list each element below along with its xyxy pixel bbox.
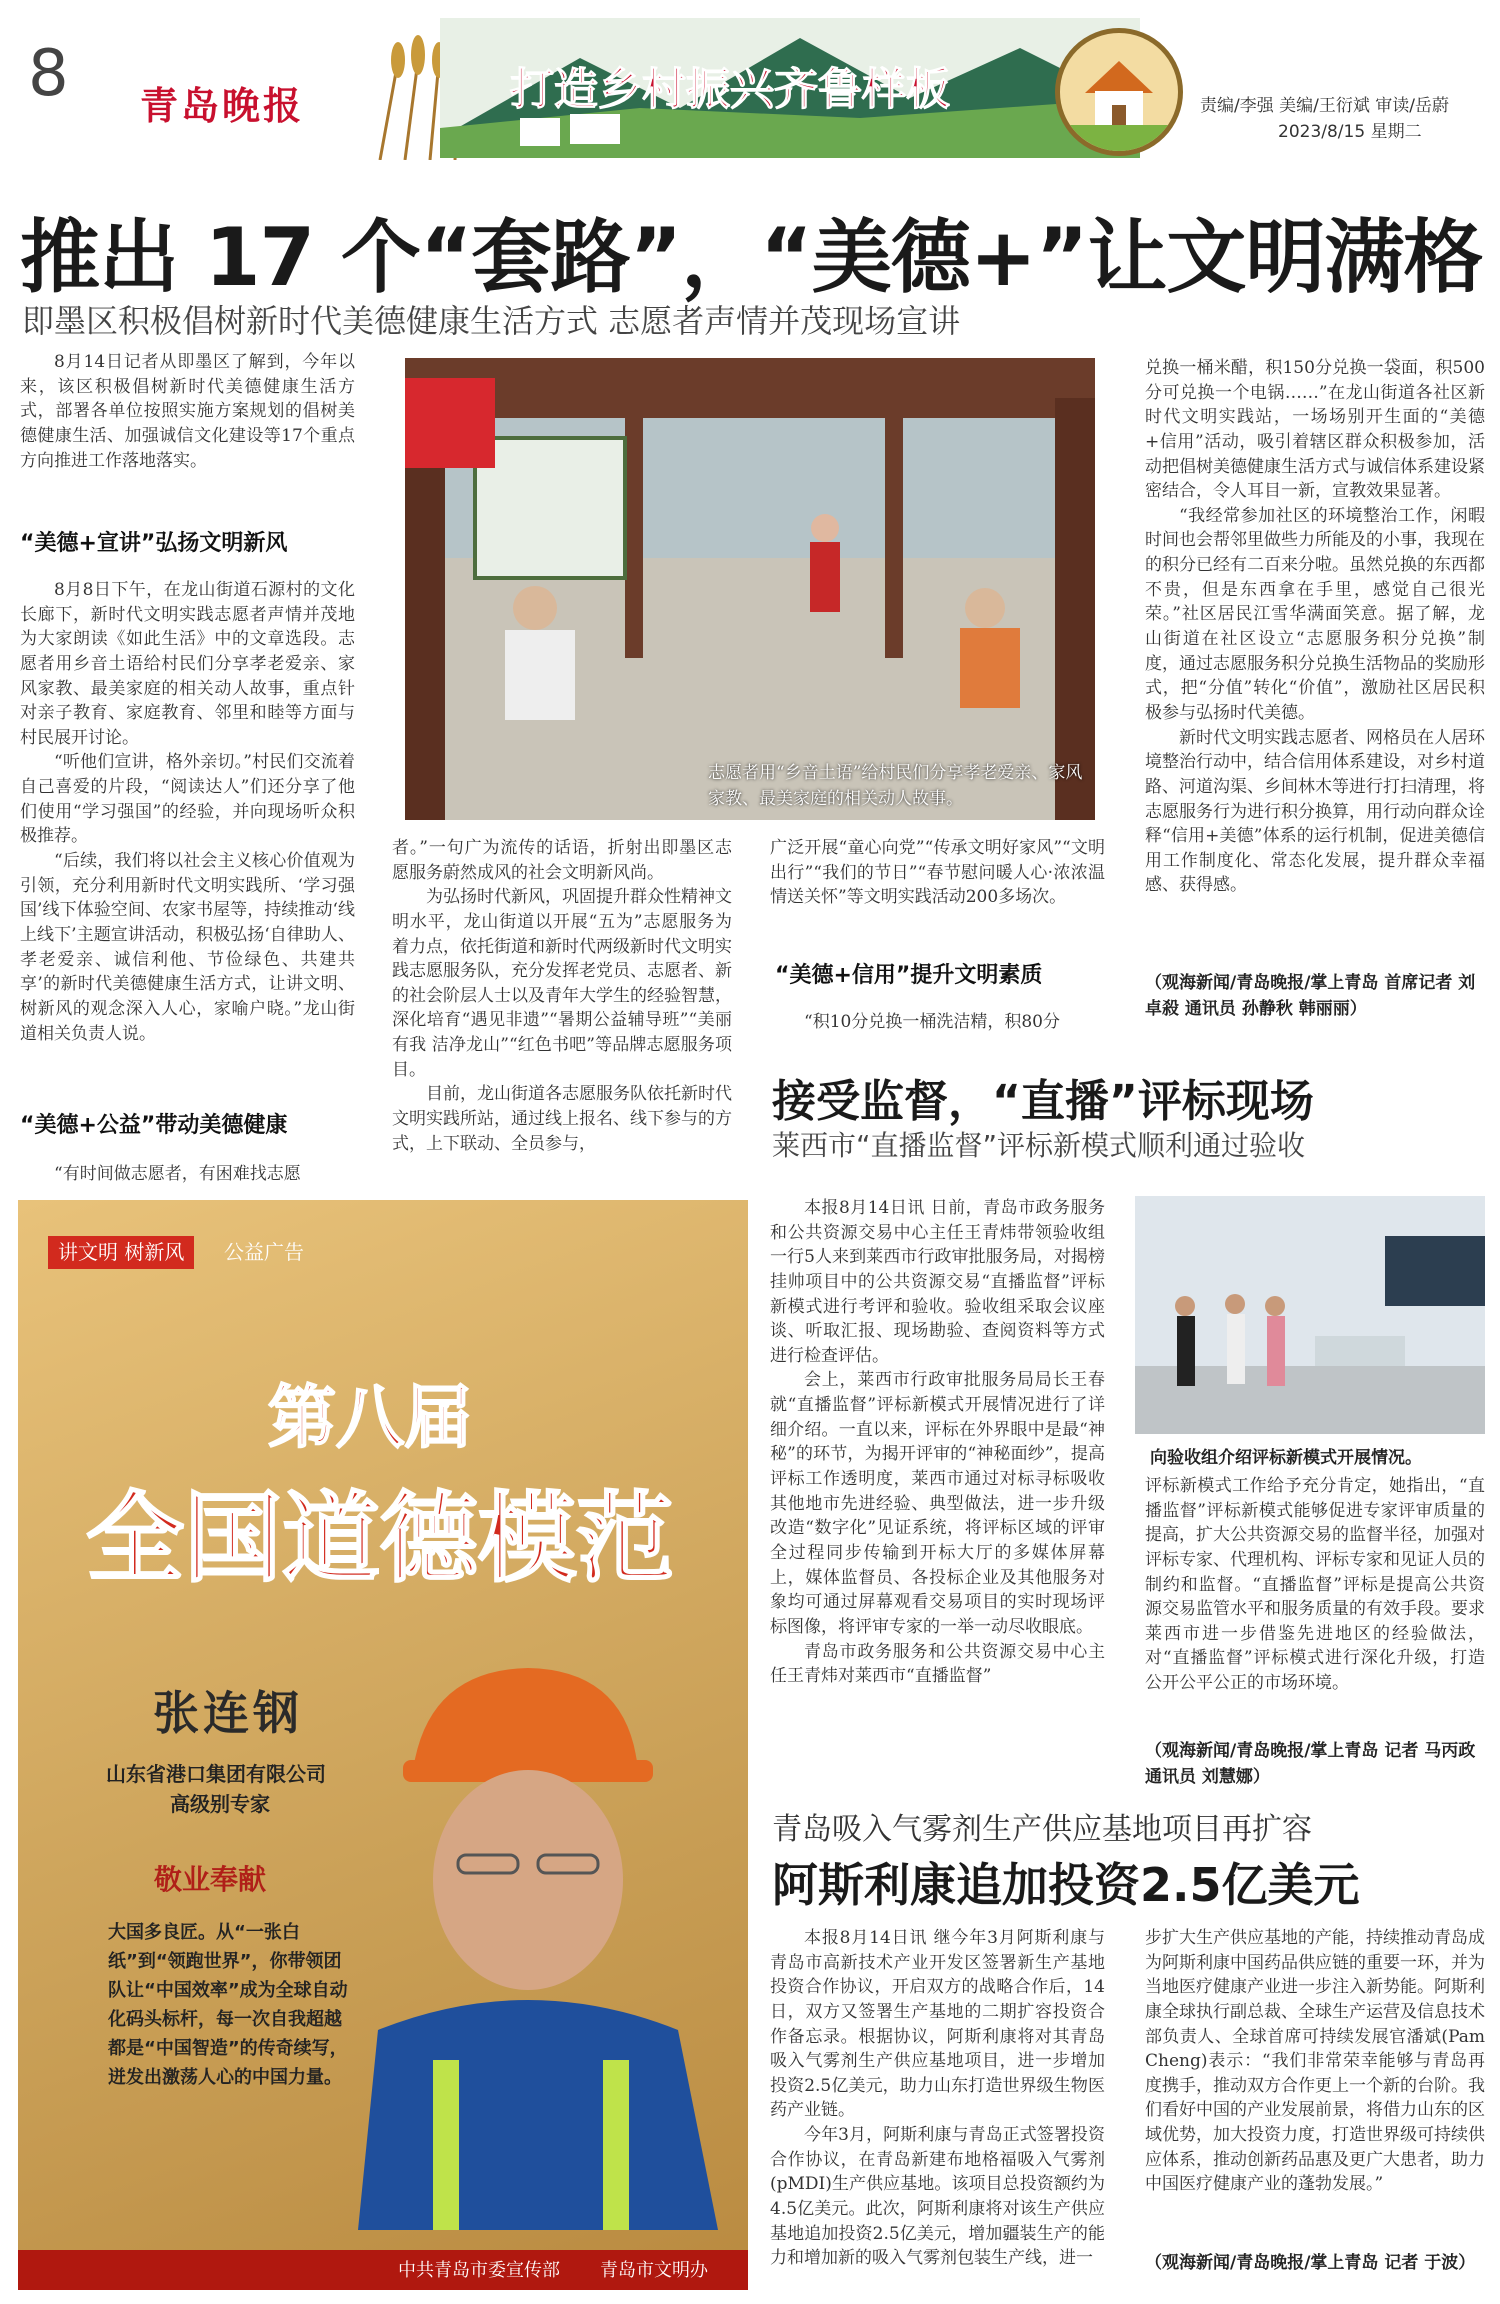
ad-org: 山东省港口集团有限公司 <box>106 1762 326 1786</box>
ad-title-2: 全国道德模范 <box>86 1482 675 1596</box>
byline-1: （观海新闻/青岛晚报/掌上青岛 首席记者 刘卓殺 通讯员 孙静秋 韩丽丽） <box>1145 973 1476 1019</box>
article3-col1: 本报8月14日讯 继今年3月阿斯利康与青岛市高新技术产业开发区签署新生产基地投资合作协议，开启双方的战略合作后，14日，双方又签署生产基地的二期扩容投资合作备忘录。根据协议，阿斯利康将对其青岛吸入气雾剂生产供应基地项目，进一步增加投资2.5亿美元，助力山东打造世界级生物医药产业链。 今年3月，阿斯利康与青岛正式签署投资合作协议，在青岛新建布地格福吸入气雾剂(pMDI)生产供应基地。该项目总投资额约为4.5亿美元。此次，阿斯利康将对该生产供应基地追加投资2.5亿美元，增加疆装生产的能力和增加新的吸入气雾剂包装生产线，进一 <box>770 1928 1105 2269</box>
subhead-xuanjiang: “美德+宣讲”弘扬文明新风 <box>20 531 288 556</box>
article1-col4: 兑换一桶米醋，积150分兑换一袋面，积500分可兑换一个电锅……”在龙山街道各社区新时代文明实践站，一场场别开生面的“美德+信用”活动，吸引着辖区群众积极参加，活动把倡树美德健康生活方式与诚信体系建设紧密结合，令人耳目一新，宣教效果显著。 “我经常参加社区的环境整治工作，闲暇时间也会帮邻里做些力所能及的小事，我现在的积分已经有二百来分啦。虽然兑换的东西都不贵，但是东西拿在手里，感觉自己很光荣。”社区居民江雪华满面笑意。据了解，龙山街道在社区设立“志愿服务积分兑换”制度，通过志愿服务积分兑换生活物品的奖励形式，把“分值”转化“价值”，激励社区居民积极参与弘扬时代美德。 新时代文明实践志愿者、网格员在人居环境整治行动中，结合信用体系建设，对乡村道路、河道沟渠、乡间林木等进行打扫清理，将志愿服务行为进行积分换算，用行动向群众诠释“信用+美德”体系的运行机制，促进美德信用工作制度化、常态化发展，提升群众幸福感、获得感。 <box>1145 358 1485 896</box>
byline-3: （观海新闻/青岛晚报/掌上青岛 记者 于波） <box>1145 2253 1476 2273</box>
article2-col1: 本报8月14日讯 日前，青岛市政务服务和公共资源交易中心主任王青炜带领验收组一行5人来到莱西市行政审批服务局，对揭榜挂帅项目中的公共资源交易“直播监督”评标新模式进行考评和验收。验收组采取会议座谈、听取汇报、现场勘验、查阅资料等方式进行检查评估。 会上，莱西市行政审批服务局局长王春就“直播监督”评标新模式开展情况进行了详细介绍。一直以来，评标在外界眼中是最“神秘”的环节，为揭开评审的“神秘面纱”，提高评标工作透明度，莱西市通过对标寻标吸收其他地市先进经验、典型做法，进一步升级改造“数字化”见证系统，将评标区域的评审全过程同步传输到开标大厅的多媒体屏幕上，媒体监督员、各投标企业及其他服务对象均可通过屏幕观看交易项目的实时现场评标图像，将评审专家的一举一动尽收眼底。 青岛市政务服务和公共资源交易中心主任王青炜对莱西市“直播监督” <box>770 1198 1105 1687</box>
house-icon <box>1055 28 1183 156</box>
article1-col2: 者。”一句广为流传的话语，折射出即墨区志愿服务蔚然成风的社会文明新风尚。 为弘扬时代新风，巩固提升群众性精神文明水平，龙山街道以开展“五为”志愿服务为着力点，依托街道和新时代两级新时代文明实践志愿服务队，充分发挥老党员、志愿者、新的社会阶层人士以及青年大学生的经验智慧，深化培育“遇见非遗”“暑期公益辅导班”“美丽有我 洁净龙山”“红色书吧”等品牌志愿服务项目。 目前，龙山街道各志愿服务队依托新时代文明实践所站，通过线上报名、线下参与的方式，上下联动、全员参与， <box>392 838 732 1154</box>
article1-col3-end: “积10分兑换一桶洗洁精，积80分 <box>804 1012 1060 1032</box>
article3-col2: 步扩大生产供应基地的产能，持续推动青岛成为阿斯利康中国药品供应链的重要一环，并为当地医疗健康产业进一步注入新势能。阿斯利康全球执行副总裁、全球生产运营及信息技术部负责人、全球首席可持续发展官潘斌(Pam Cheng)表示：“我们非常荣幸能够与青岛再度携手，推动双方合作更上一个新的台阶。我们看好中国的产业发展前景，将借力山东的区域优势，加大投资力度，打造世界级可持续供应体系，推动创新药品惠及更广大患者，助力中国医疗健康产业的蓬勃发展。” <box>1145 1928 1485 2195</box>
date: 2023/8/15 星期二 <box>1278 122 1422 142</box>
ad-title-1: 第八届 <box>268 1379 473 1458</box>
headline-3: 阿斯利康追加投资2.5亿美元 <box>772 1858 1360 1912</box>
headline-2: 接受监督，“直播”评标现场 <box>772 1076 1314 1127</box>
inspection-photo <box>1135 1196 1485 1434</box>
byline-2: （观海新闻/青岛晚报/掌上青岛 记者 马丙政 通讯员 刘慧娜） <box>1145 1741 1476 1787</box>
ad-description: 大国多良匠。从“一张白纸”到“领跑世界”，你带领团队让“中国效率”成为全球自动化码头标杆，每一次自我超越都是“中国智造”的传奇续写，迸发出激荡人心的中国力量。 <box>108 1922 348 2088</box>
ad-name: 张连钢 <box>153 1686 303 1740</box>
ad-sponsor-2: 青岛市文明办 <box>600 2260 708 2281</box>
article1-col1: 8月8日下午，在龙山街道石源村的文化长廊下，新时代文明实践志愿者声情并茂地为大家朗读《如此生活》中的文章选段。志愿者用乡音土语给村民们分享孝老爱亲、家风家教、最美家庭的相关动人故事，重点针对亲子教育、家庭教育、邻里和睦等方面与村民展开讨论。 “听他们宣讲，格外亲切。”村民们交流着自己喜爱的片段，“阅读达人”们还分享了他们使用“学习强国”的经验，并向现场听众积极推荐。 “后续，我们将以社会主义核心价值观为引领，充分利用新时代文明实践所、‘学习强国’线下体验空间、农家书屋等，持续推动‘线上线下’主题宣讲活动，积极弘扬‘自律助人、孝老爱亲、诚信利他、节俭绿色、共建共享’的新时代美德健康生活方式，让讲文明、树新风的观念深入人心，家喻户晓。”龙山街道相关负责人说。 <box>20 580 355 1044</box>
kicker-3: 青岛吸入气雾剂生产供应基地项目再扩容 <box>772 1812 1312 1847</box>
volunteer-photo <box>405 358 1095 820</box>
page-number: 8 <box>28 37 69 111</box>
ad-tag-1: 讲文明 树新风 <box>48 1236 194 1269</box>
portrait-photo <box>318 1630 748 2230</box>
editors: 责编/李强 美编/王衍斌 审读/岳蔚 <box>1200 96 1449 116</box>
ad-position: 高级别专家 <box>170 1792 270 1816</box>
subhead-xinyong: “美德+信用”提升文明素质 <box>775 963 1043 988</box>
paper-logo: 青岛晚报 <box>140 83 305 128</box>
subheadline-2: 莱西市“直播监督”评标新模式顺利通过验收 <box>772 1129 1306 1162</box>
ad-sponsor-1: 中共青岛市委宣传部 <box>398 2260 560 2281</box>
ad-tag-2: 公益广告 <box>224 1240 304 1264</box>
article1-lead: 8月14日记者从即墨区了解到，今年以来，该区积极倡树新时代美德健康生活方式，部署各单位按照实施方案规划的倡树美德健康生活、加强诚信文化建设等17个重点方向推进工作落地落实。 <box>20 352 355 471</box>
banner-title: 打造乡村振兴齐鲁样板 <box>510 64 950 115</box>
public-ad <box>18 1200 748 2290</box>
ad-category: 敬业奉献 <box>154 1863 267 1896</box>
article2-col2: 评标新模式工作给予充分肯定，她指出，“直播监督”评标新模式能够促进专家评审质量的提高，扩大公共资源交易的监督半径，加强对评标专家、代理机构、评标专家和见证人员的制约和监督。“直播监督”评标是提高公共资源交易监管水平和服务质量的有效手段。要求莱西市进一步借鉴先进地区的经验做法，对“直播监督”评标模式进行深化升级，打造公开公平公正的市场环境。 <box>1145 1476 1485 1694</box>
photo-caption-1: 志愿者用“乡音土语”给村民们分享孝老爱亲、家风家教、最美家庭的相关动人故事。 <box>708 763 1083 809</box>
subheadline-1: 即墨区积极倡树新时代美德健康生活方式 志愿者声情并茂现场宣讲 <box>22 302 961 340</box>
photo-caption-2: 向验收组介绍评标新模式开展情况。 <box>1150 1448 1422 1468</box>
subhead-gongyi: “美德+公益”带动美德健康 <box>20 1113 288 1138</box>
headline-1: 推出 17 个“套路”，“美德+”让文明满格 <box>20 211 1483 304</box>
article1-col1-end: “有时间做志愿者，有困难找志愿 <box>54 1164 301 1184</box>
article1-col3: 广泛开展“童心向党”“传承文明好家风”“文明出行”“我们的节日”“春节慰问暖人心·浓浓温情送关怀”等文明实践活动200多场次。 <box>770 838 1105 908</box>
